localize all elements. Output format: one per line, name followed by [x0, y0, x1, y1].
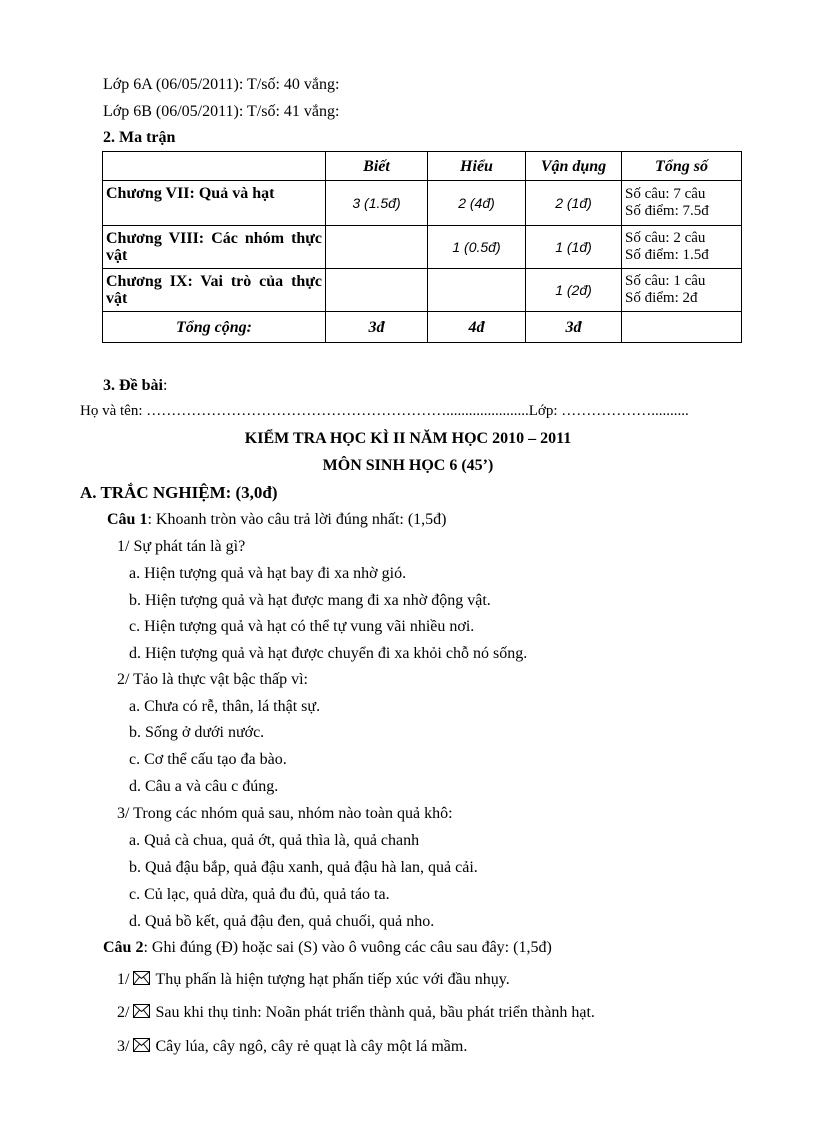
matrix-cell-tong — [622, 181, 742, 226]
matrix-tong-sodiem: Số điểm: 7.5đ — [625, 203, 709, 219]
exam-title: KIỂM TRA HỌC KÌ II NĂM HỌC 2010 – 2011 — [244, 430, 572, 447]
cau1-instruction — [107, 510, 447, 530]
matrix-total-label: Tổng cộng: — [103, 312, 326, 343]
attendance-line-6b: Lớp 6B (06/05/2011): T/số: 41 vắng: — [103, 103, 340, 120]
question-3-option-c: c. Củ lạc, quả dừa, quả đu đủ, quả táo ta. — [129, 886, 390, 903]
cau2-item-text: Cây lúa, cây ngô, cây rẻ quạt là cây một lá mầm. — [155, 1038, 468, 1055]
matrix-total-hieu: 4đ — [428, 312, 526, 343]
matrix-tong-socau: Số câu: 1 câu — [625, 273, 706, 289]
matrix-row — [103, 269, 742, 312]
question-2-option-c: c. Cơ thể cấu tạo đa bào. — [129, 751, 287, 768]
matrix-header-empty — [103, 152, 326, 181]
cau2-item — [117, 1037, 467, 1057]
question-2: 2/ Tảo là thực vật bậc thấp vì: — [117, 671, 308, 688]
matrix-chapter: Chương VIII: Các nhóm thực vật — [103, 226, 326, 269]
cau2-item-text: Thụ phấn là hiện tượng hạt phấn tiếp xúc với đầu nhụy. — [155, 971, 510, 988]
name-line — [80, 401, 689, 421]
de-bai-heading — [103, 376, 167, 396]
matrix-table — [102, 151, 742, 343]
matrix-cell-tong — [622, 269, 742, 312]
question-1-option-d: d. Hiện tượng quả và hạt được chuyển đi xa khỏi chỗ nó sống. — [129, 645, 528, 662]
matrix-tong-sodiem: Số điểm: 2đ — [625, 290, 698, 306]
matrix-header-vandung: Vận dụng — [526, 152, 622, 181]
exam-subject: MÔN SINH HỌC 6 (45’) — [322, 457, 494, 474]
question-2-option-a: a. Chưa có rễ, thân, lá thật sự. — [129, 698, 321, 715]
envelope-checkbox-icon[interactable] — [133, 971, 150, 985]
matrix-row — [103, 226, 742, 269]
question-1: 1/ Sự phát tán là gì? — [117, 538, 246, 555]
matrix-header-row — [103, 152, 742, 181]
matrix-tong-socau: Số câu: 7 câu — [625, 186, 706, 202]
question-1-option-a: a. Hiện tượng quả và hạt bay đi xa nhờ gió. — [129, 565, 407, 582]
matrix-cell-vandung: 1 (2đ) — [526, 269, 622, 312]
cau2-item — [117, 1003, 595, 1023]
matrix-cell-hieu: 2 (4đ) — [428, 181, 526, 226]
matrix-cell-vandung: 1 (1đ) — [526, 226, 622, 269]
cau2-item — [117, 970, 510, 990]
question-3-option-b: b. Quả đậu bắp, quả đậu xanh, quả đậu hà lan, quả cải. — [129, 859, 478, 876]
matrix-total-row — [103, 312, 742, 343]
matrix-header-tong: Tổng số — [622, 152, 742, 181]
matrix-cell-hieu: 1 (0.5đ) — [428, 226, 526, 269]
de-bai-colon: : — [163, 377, 168, 394]
cau2-item-number: 3/ — [117, 1038, 130, 1055]
matrix-tong-socau: Số câu: 2 câu — [625, 230, 706, 246]
attendance-line-6a: Lớp 6A (06/05/2011): T/số: 40 vắng: — [103, 76, 340, 93]
cau2-item-number: 2/ — [117, 1004, 130, 1021]
de-bai-label: 3. Đề bài — [103, 377, 163, 394]
question-2-option-b: b. Sống ở dưới nước. — [129, 724, 265, 741]
envelope-checkbox-icon[interactable] — [133, 1004, 150, 1018]
class-dots: ……………….......... — [561, 403, 689, 419]
question-3-option-a: a. Quả cà chua, quả ớt, quả thìa là, quả chanh — [129, 832, 420, 849]
matrix-cell-hieu — [428, 269, 526, 312]
section-a-heading: A. TRẮC NGHIỆM: (3,0đ) — [80, 483, 278, 502]
matrix-cell-vandung: 2 (1đ) — [526, 181, 622, 226]
cau2-item-number: 1/ — [117, 971, 130, 988]
question-2-option-d: d. Câu a và câu c đúng. — [129, 778, 279, 795]
cau2-label: Câu 2 — [103, 939, 144, 956]
matrix-title: 2. Ma trận — [103, 129, 176, 146]
matrix-cell-tong — [622, 226, 742, 269]
cau1-text: : Khoanh tròn vào câu trả lời đúng nhất: (1,5đ) — [147, 511, 447, 528]
matrix-chapter: Chương IX: Vai trò của thực vật — [103, 269, 326, 312]
cau2-instruction — [103, 938, 552, 958]
question-3: 3/ Trong các nhóm quả sau, nhóm nào toàn quả khô: — [117, 805, 453, 822]
matrix-header-hieu: Hiểu — [428, 152, 526, 181]
cau2-item-text: Sau khi thụ tinh: Noãn phát triển thành quả, bầu phát triển thành hạt. — [155, 1004, 595, 1021]
name-dots: ……………………………………………………...................... — [146, 403, 529, 419]
matrix-cell-biet — [326, 226, 428, 269]
name-label: Họ và tên: — [80, 403, 147, 419]
envelope-checkbox-icon[interactable] — [133, 1038, 150, 1052]
matrix-tong-sodiem: Số điểm: 1.5đ — [625, 247, 709, 263]
matrix-total-biet: 3đ — [326, 312, 428, 343]
question-1-option-b: b. Hiện tượng quả và hạt được mang đi xa nhờ động vật. — [129, 592, 491, 609]
class-label: Lớp: — [528, 403, 562, 419]
matrix-chapter: Chương VII: Quả và hạt — [103, 181, 326, 226]
matrix-row — [103, 181, 742, 226]
matrix-header-biet: Biết — [326, 152, 428, 181]
matrix-total-empty — [622, 312, 742, 343]
question-1-option-c: c. Hiện tượng quả và hạt có thể tự vung vãi nhiều nơi. — [129, 618, 475, 635]
matrix-cell-biet: 3 (1.5đ) — [326, 181, 428, 226]
matrix-cell-biet — [326, 269, 428, 312]
cau1-label: Câu 1 — [107, 511, 148, 528]
matrix-total-vandung: 3đ — [526, 312, 622, 343]
cau2-text: : Ghi đúng (Đ) hoặc sai (S) vào ô vuông các câu sau đây: (1,5đ) — [143, 939, 552, 956]
question-3-option-d: d. Quả bồ kết, quả đậu đen, quả chuối, quả nho. — [129, 913, 435, 930]
